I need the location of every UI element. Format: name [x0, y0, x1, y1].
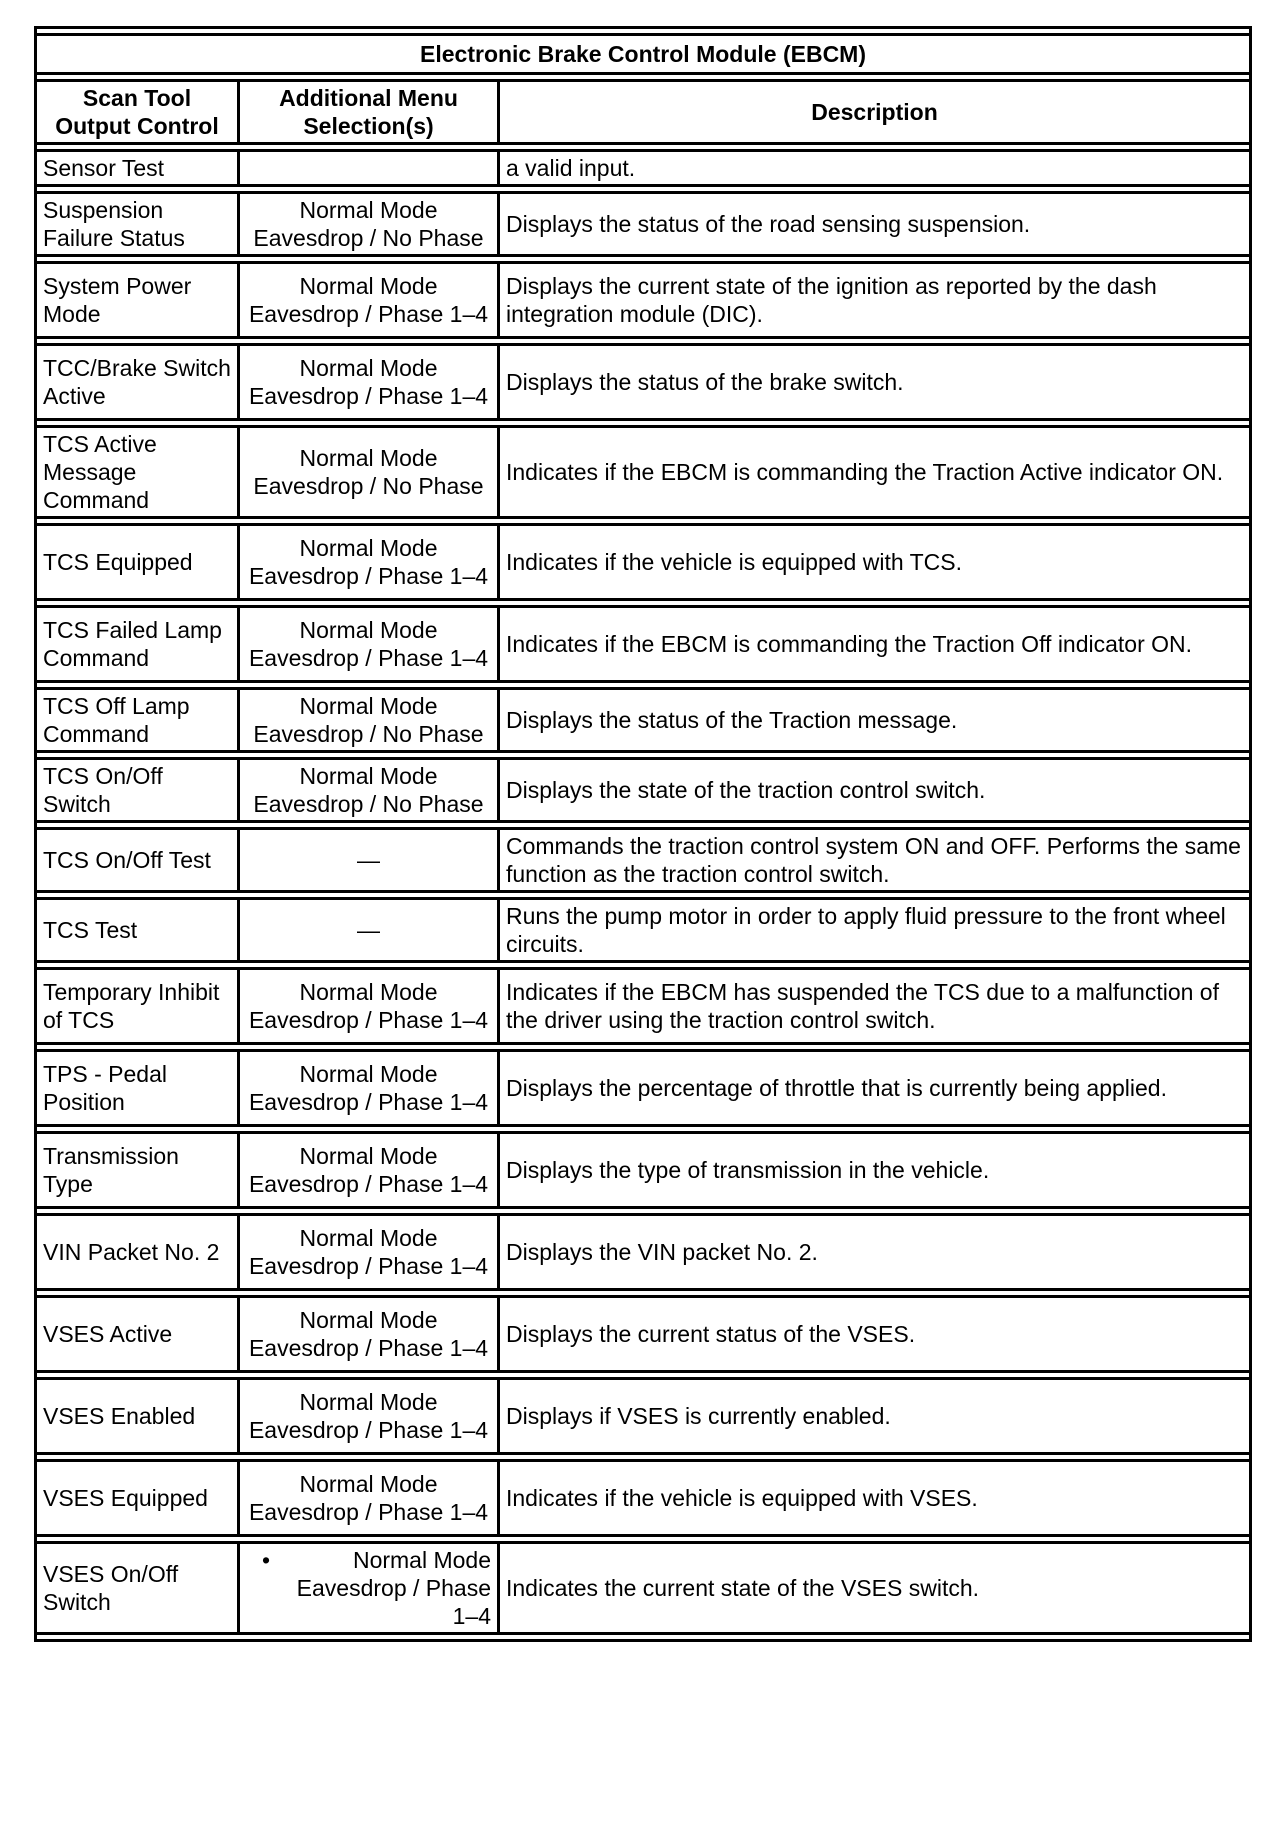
table-row: [37, 827, 1249, 893]
description-cell: Displays the status of the Traction message.: [497, 687, 1249, 753]
output-control-cell: TCS On/Off Test: [37, 827, 237, 893]
table-row: [37, 757, 1249, 823]
description-cell: Commands the traction control system ON and OFF. Performs the same function as the traction control switch.: [497, 827, 1249, 893]
table-row: [37, 343, 1249, 421]
table-body: [37, 149, 1249, 1635]
menu-selection-cell: Normal Mode Eavesdrop / No Phase: [237, 191, 497, 257]
menu-selection-cell: Normal Mode Eavesdrop / Phase 1–4: [237, 1377, 497, 1455]
table-row: [37, 523, 1249, 601]
menu-selection-cell: Normal Mode Eavesdrop / Phase 1–4: [237, 1213, 497, 1291]
description-cell: Indicates if the vehicle is equipped with VSES.: [497, 1459, 1249, 1537]
output-control-cell: Sensor Test: [37, 149, 237, 187]
menu-selection-cell: [237, 1541, 497, 1635]
menu-selection-cell: Normal Mode Eavesdrop / Phase 1–4: [237, 523, 497, 601]
description-cell: Displays the status of the brake switch.: [497, 343, 1249, 421]
table-row: [37, 1459, 1249, 1537]
output-control-cell: VIN Packet No. 2: [37, 1213, 237, 1291]
table-caption: Electronic Brake Control Module (EBCM): [37, 33, 1249, 75]
table-row: [37, 687, 1249, 753]
output-control-cell: Temporary Inhibit of TCS: [37, 967, 237, 1045]
table-row: [37, 1131, 1249, 1209]
description-cell: Displays the current status of the VSES.: [497, 1295, 1249, 1373]
description-cell: Indicates if the EBCM has suspended the TCS due to a malfunction of the driver using the traction control switch.: [497, 967, 1249, 1045]
description-cell: Indicates the current state of the VSES switch.: [497, 1541, 1249, 1635]
output-control-cell: VSES Active: [37, 1295, 237, 1373]
output-control-cell: VSES Equipped: [37, 1459, 237, 1537]
menu-selection-cell: Normal Mode Eavesdrop / Phase 1–4: [237, 1049, 497, 1127]
description-cell: a valid input.: [497, 149, 1249, 187]
menu-selection-cell: [237, 149, 497, 187]
output-control-cell: TCC/Brake Switch Active: [37, 343, 237, 421]
menu-selection-cell: Normal Mode Eavesdrop / No Phase: [237, 425, 497, 519]
table-row: [37, 1541, 1249, 1635]
output-control-cell: TCS On/Off Switch: [37, 757, 237, 823]
description-cell: Displays the type of transmission in the vehicle.: [497, 1131, 1249, 1209]
description-cell: Displays the current state of the ignition as reported by the dash integration module (DIC).: [497, 261, 1249, 339]
description-cell: Displays the status of the road sensing suspension.: [497, 191, 1249, 257]
description-cell: Indicates if the EBCM is commanding the Traction Active indicator ON.: [497, 425, 1249, 519]
menu-selection-cell: Normal Mode Eavesdrop / Phase 1–4: [237, 1131, 497, 1209]
table-row: [37, 261, 1249, 339]
description-cell: Displays the VIN packet No. 2.: [497, 1213, 1249, 1291]
table-row: [37, 967, 1249, 1045]
output-control-cell: TCS Active Message Command: [37, 425, 237, 519]
header-row: [37, 79, 1249, 145]
output-control-cell: VSES Enabled: [37, 1377, 237, 1455]
menu-selection-cell: Normal Mode Eavesdrop / No Phase: [237, 757, 497, 823]
menu-selection-cell: Normal Mode Eavesdrop / Phase 1–4: [237, 605, 497, 683]
header-description: Description: [497, 79, 1249, 145]
menu-selection-cell: Normal Mode Eavesdrop / No Phase: [237, 687, 497, 753]
menu-selection-cell: Normal Mode Eavesdrop / Phase 1–4: [237, 1459, 497, 1537]
table-row: [37, 897, 1249, 963]
table-row: [37, 1377, 1249, 1455]
table-row: [37, 1295, 1249, 1373]
description-cell: Displays if VSES is currently enabled.: [497, 1377, 1249, 1455]
header-output-control: Scan Tool Output Control: [37, 79, 237, 145]
description-cell: Displays the state of the traction control switch.: [497, 757, 1249, 823]
caption-row: [37, 33, 1249, 75]
output-control-cell: VSES On/Off Switch: [37, 1541, 237, 1635]
output-control-cell: TCS Equipped: [37, 523, 237, 601]
output-control-cell: TPS - Pedal Position: [37, 1049, 237, 1127]
menu-selection-cell: —: [237, 897, 497, 963]
output-control-cell: Suspension Failure Status: [37, 191, 237, 257]
output-control-cell: TCS Failed Lamp Command: [37, 605, 237, 683]
output-control-cell: Transmission Type: [37, 1131, 237, 1209]
menu-selection-cell: Normal Mode Eavesdrop / Phase 1–4: [237, 343, 497, 421]
bullet-icon: •: [261, 1547, 271, 1573]
header-menu-selection: Additional Menu Selection(s): [237, 79, 497, 145]
description-cell: Displays the percentage of throttle that is currently being applied.: [497, 1049, 1249, 1127]
menu-selection-cell: —: [237, 827, 497, 893]
output-control-cell: System Power Mode: [37, 261, 237, 339]
menu-selection-cell: Normal Mode Eavesdrop / Phase 1–4: [237, 1295, 497, 1373]
table-row: [37, 1213, 1249, 1291]
table-row: [37, 149, 1249, 187]
description-cell: Indicates if the vehicle is equipped with TCS.: [497, 523, 1249, 601]
table-row: [37, 191, 1249, 257]
description-cell: Runs the pump motor in order to apply fluid pressure to the front wheel circuits.: [497, 897, 1249, 963]
output-control-cell: TCS Off Lamp Command: [37, 687, 237, 753]
table-row: [37, 605, 1249, 683]
table-row: [37, 425, 1249, 519]
table-row: [37, 1049, 1249, 1127]
description-cell: Indicates if the EBCM is commanding the Traction Off indicator ON.: [497, 605, 1249, 683]
menu-selection-text: Normal Mode Eavesdrop / Phase 1–4: [296, 1547, 491, 1629]
output-control-cell: TCS Test: [37, 897, 237, 963]
ebcm-table: [34, 26, 1252, 1642]
menu-selection-cell: Normal Mode Eavesdrop / Phase 1–4: [237, 967, 497, 1045]
menu-selection-cell: Normal Mode Eavesdrop / Phase 1–4: [237, 261, 497, 339]
